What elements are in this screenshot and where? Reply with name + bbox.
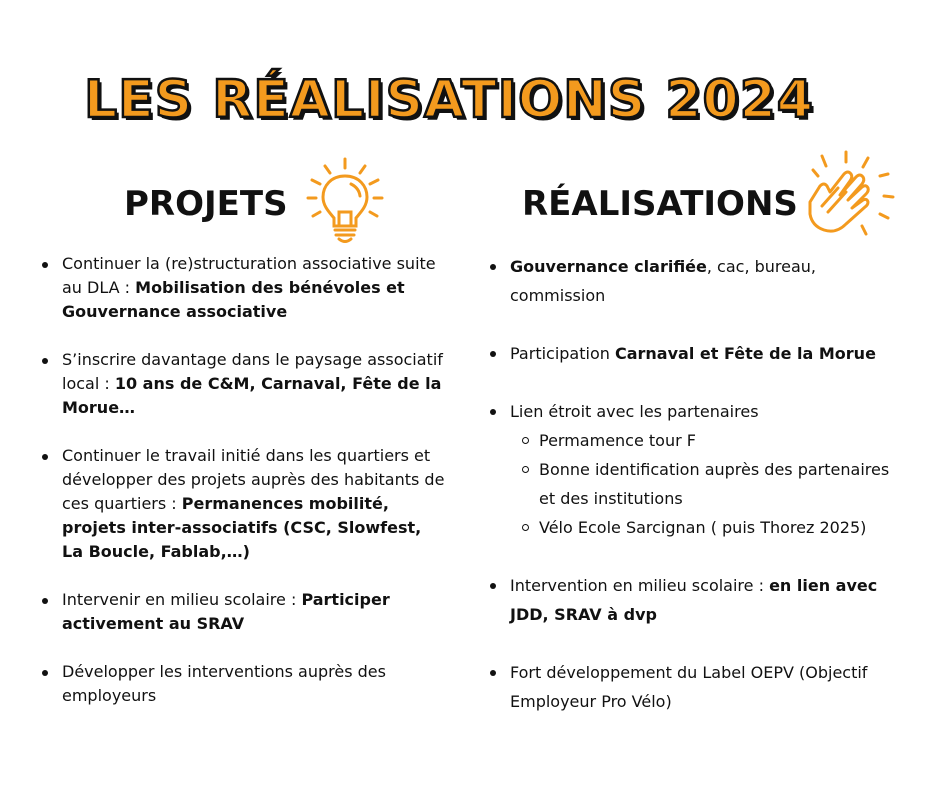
projects-heading: PROJETS (124, 184, 288, 224)
list-item: Lien étroit avec les partenaires Permamence tour F Bonne identification auprès des partenaires et des institutions Vélo Ecole Sarcignan ( puis Thorez 2025) (510, 397, 905, 542)
list-item: Fort développement du Label OEPV (Objectif Employeur Pro Vélo) (510, 658, 905, 716)
partners-sublist (510, 426, 905, 542)
list-item: Continuer la (re)structuration associative suite au DLA : Mobilisation des bénévoles et Gouvernance associative (62, 252, 447, 324)
lightbulb-icon (303, 156, 387, 246)
clapping-hands-icon (800, 150, 900, 250)
list-item: Continuer le travail initié dans les quartiers et développer des projets auprès des habitants de ces quartiers : Permanences mobilité, projets inter-associatifs (CSC, Slowfest, La Boucle, Fablab,…) (62, 444, 447, 564)
achievements-list (510, 252, 905, 745)
projects-list (62, 252, 447, 732)
list-item: Développer les interventions auprès des employeurs (62, 660, 447, 708)
sub-list-item: Vélo Ecole Sarcignan ( puis Thorez 2025) (539, 513, 905, 542)
list-item: Intervention en milieu scolaire : en lien avec JDD, SRAV à dvp (510, 571, 905, 629)
achievements-heading: RÉALISATIONS (522, 184, 798, 224)
sub-list-item: Permamence tour F (539, 426, 905, 455)
page-title: LES RÉALISATIONS 2024 (84, 70, 814, 130)
list-item: Gouvernance clarifiée, cac, bureau, commission (510, 252, 905, 310)
sub-list-item: Bonne identification auprès des partenaires et des institutions (539, 455, 905, 513)
list-item: Intervenir en milieu scolaire : Participer activement au SRAV (62, 588, 447, 636)
list-item: S’inscrire davantage dans le paysage associatif local : 10 ans de C&M, Carnaval, Fête de la Morue… (62, 348, 447, 420)
list-item: Participation Carnaval et Fête de la Morue (510, 339, 905, 368)
